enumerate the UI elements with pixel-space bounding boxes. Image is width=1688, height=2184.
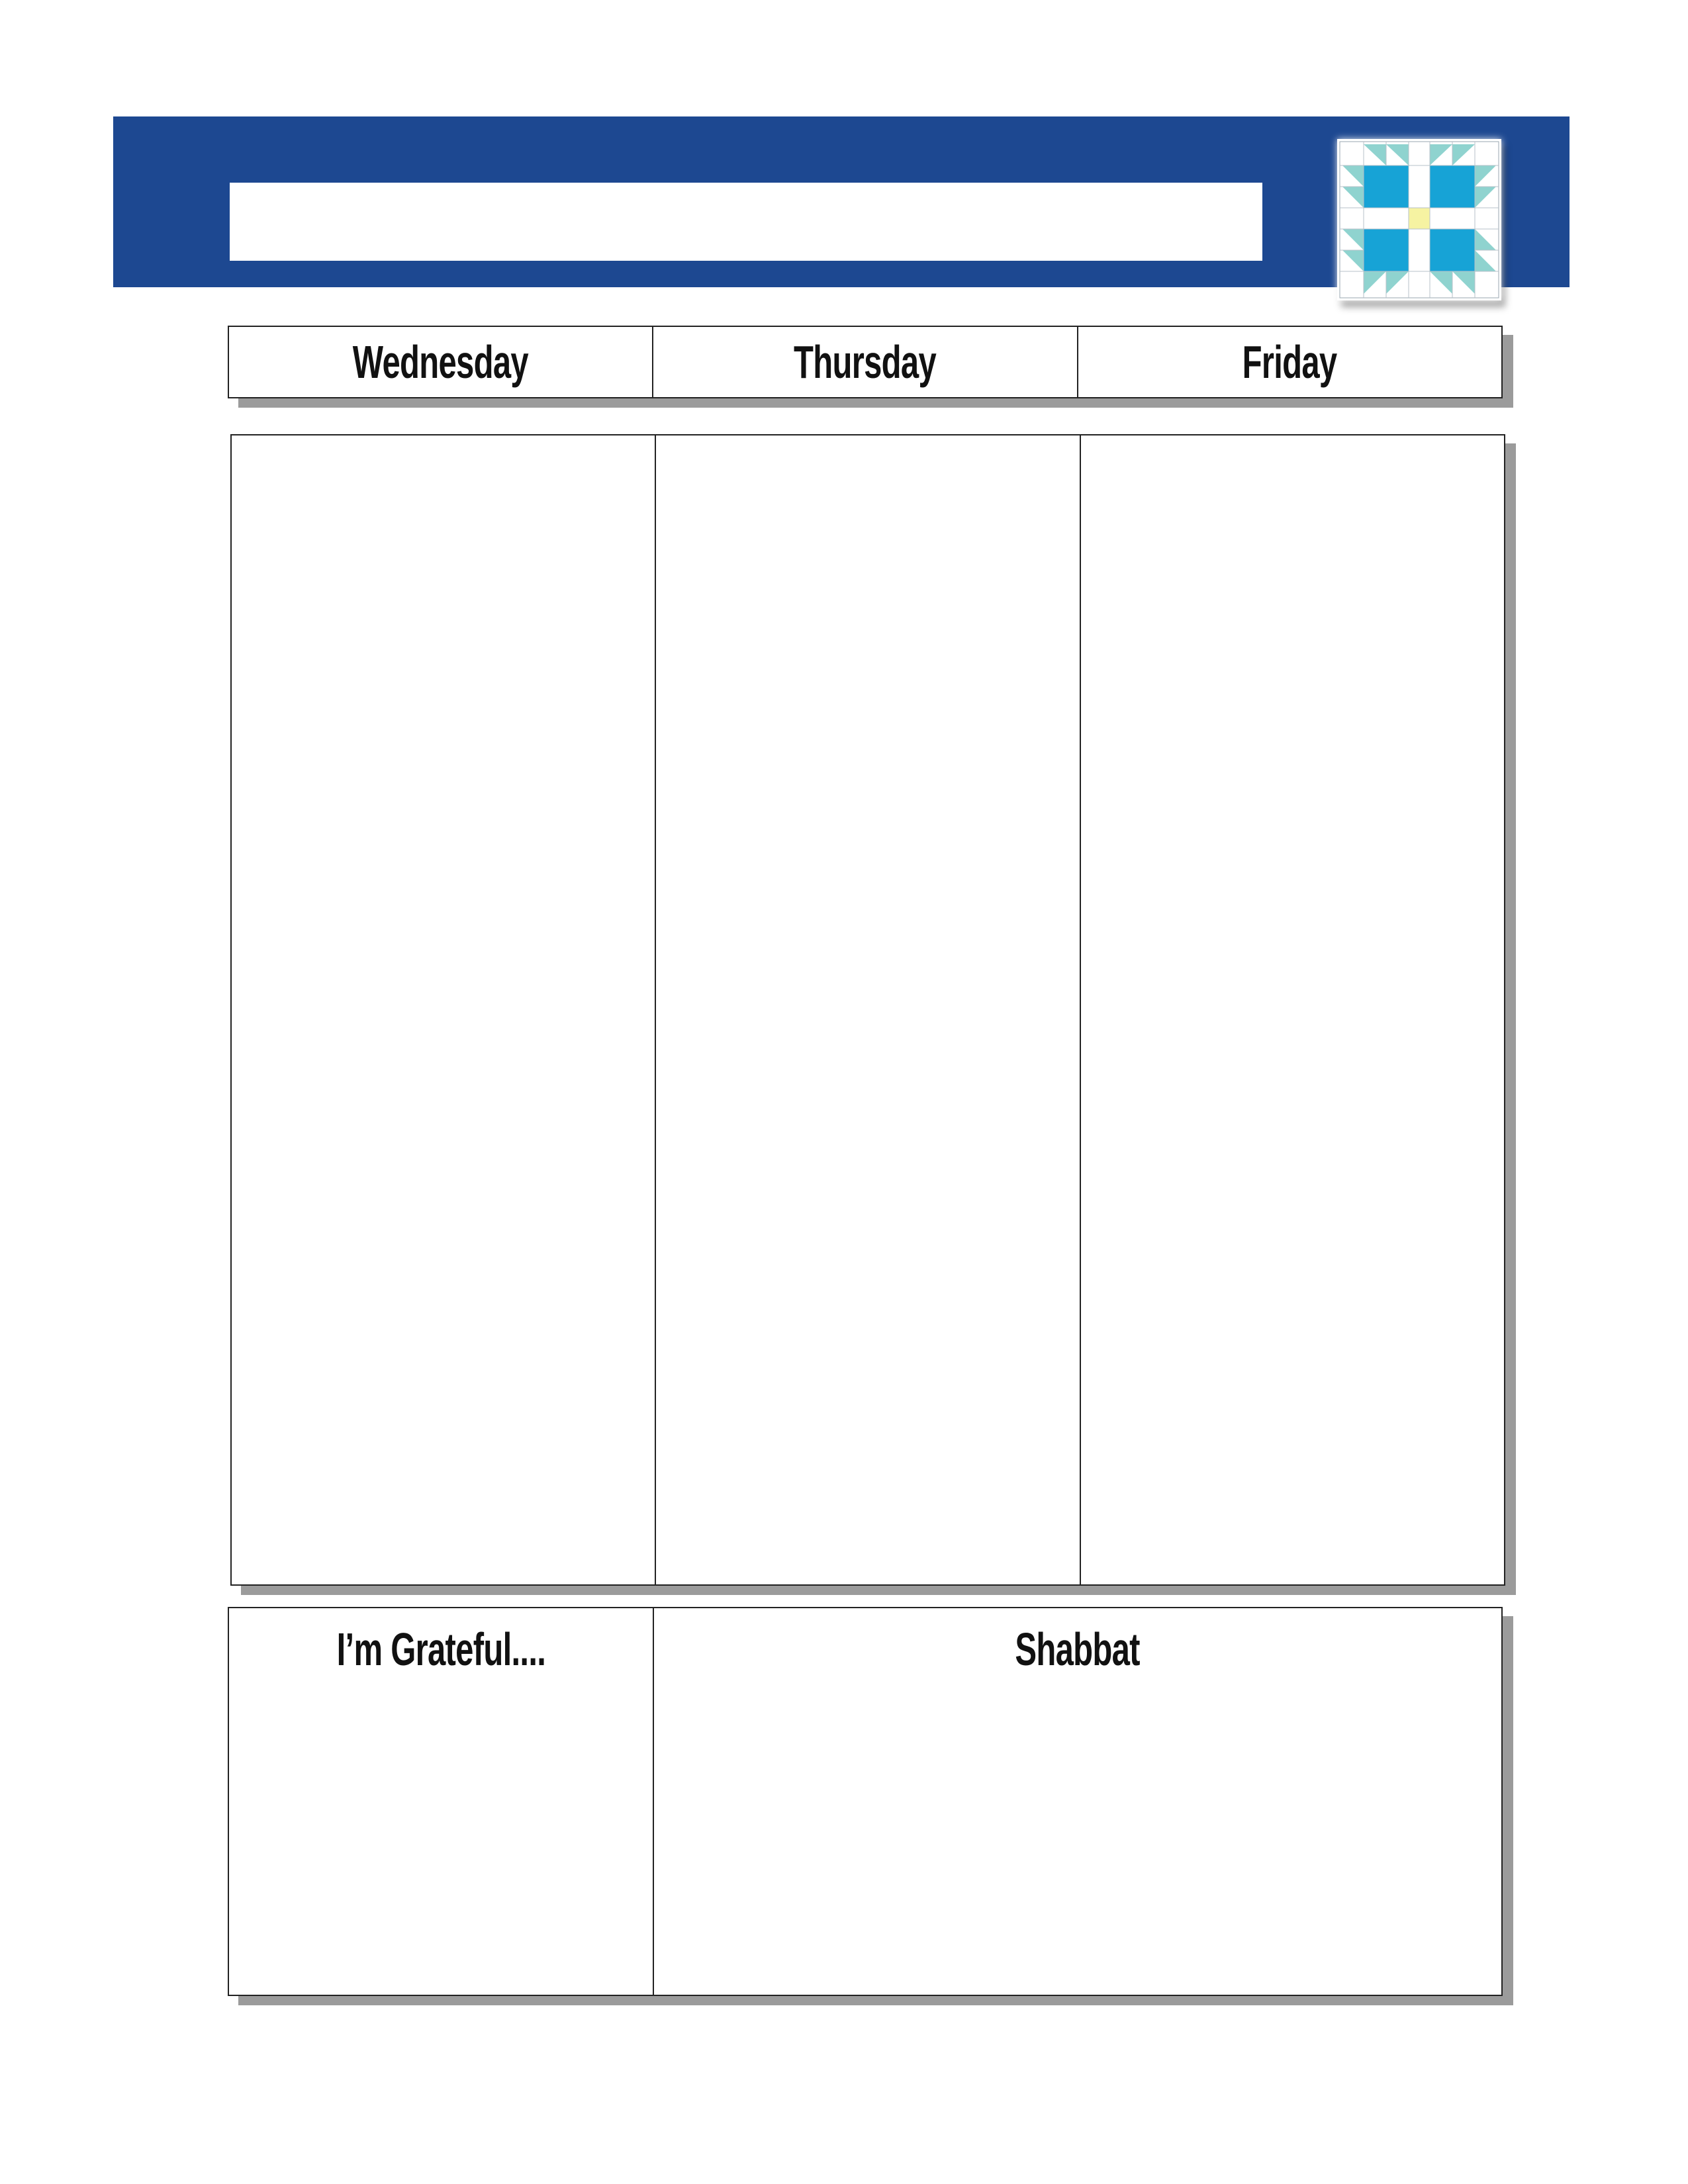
day-label: Wednesday [353,336,529,388]
shabbat-label: Shabbat [1015,1623,1141,1675]
day-label: Thursday [794,336,937,388]
quilt-block-logo-icon [1337,139,1501,300]
day-header-thursday [653,327,1078,397]
day-header-wednesday [229,327,653,397]
bottom-section [228,1607,1503,1996]
shabbat-writing-area[interactable] [654,1608,1501,1995]
day-body-grid [230,434,1505,1586]
day-label: Friday [1242,336,1337,388]
thursday-writing-area[interactable] [656,435,1080,1584]
title-input[interactable] [230,183,1262,261]
day-header-friday [1078,327,1501,397]
grateful-label: I’m Grateful.... [336,1623,545,1675]
friday-writing-area[interactable] [1081,435,1504,1584]
grateful-writing-area[interactable] [229,1608,654,1995]
day-header-row [228,326,1503,398]
wednesday-writing-area[interactable] [232,435,656,1584]
